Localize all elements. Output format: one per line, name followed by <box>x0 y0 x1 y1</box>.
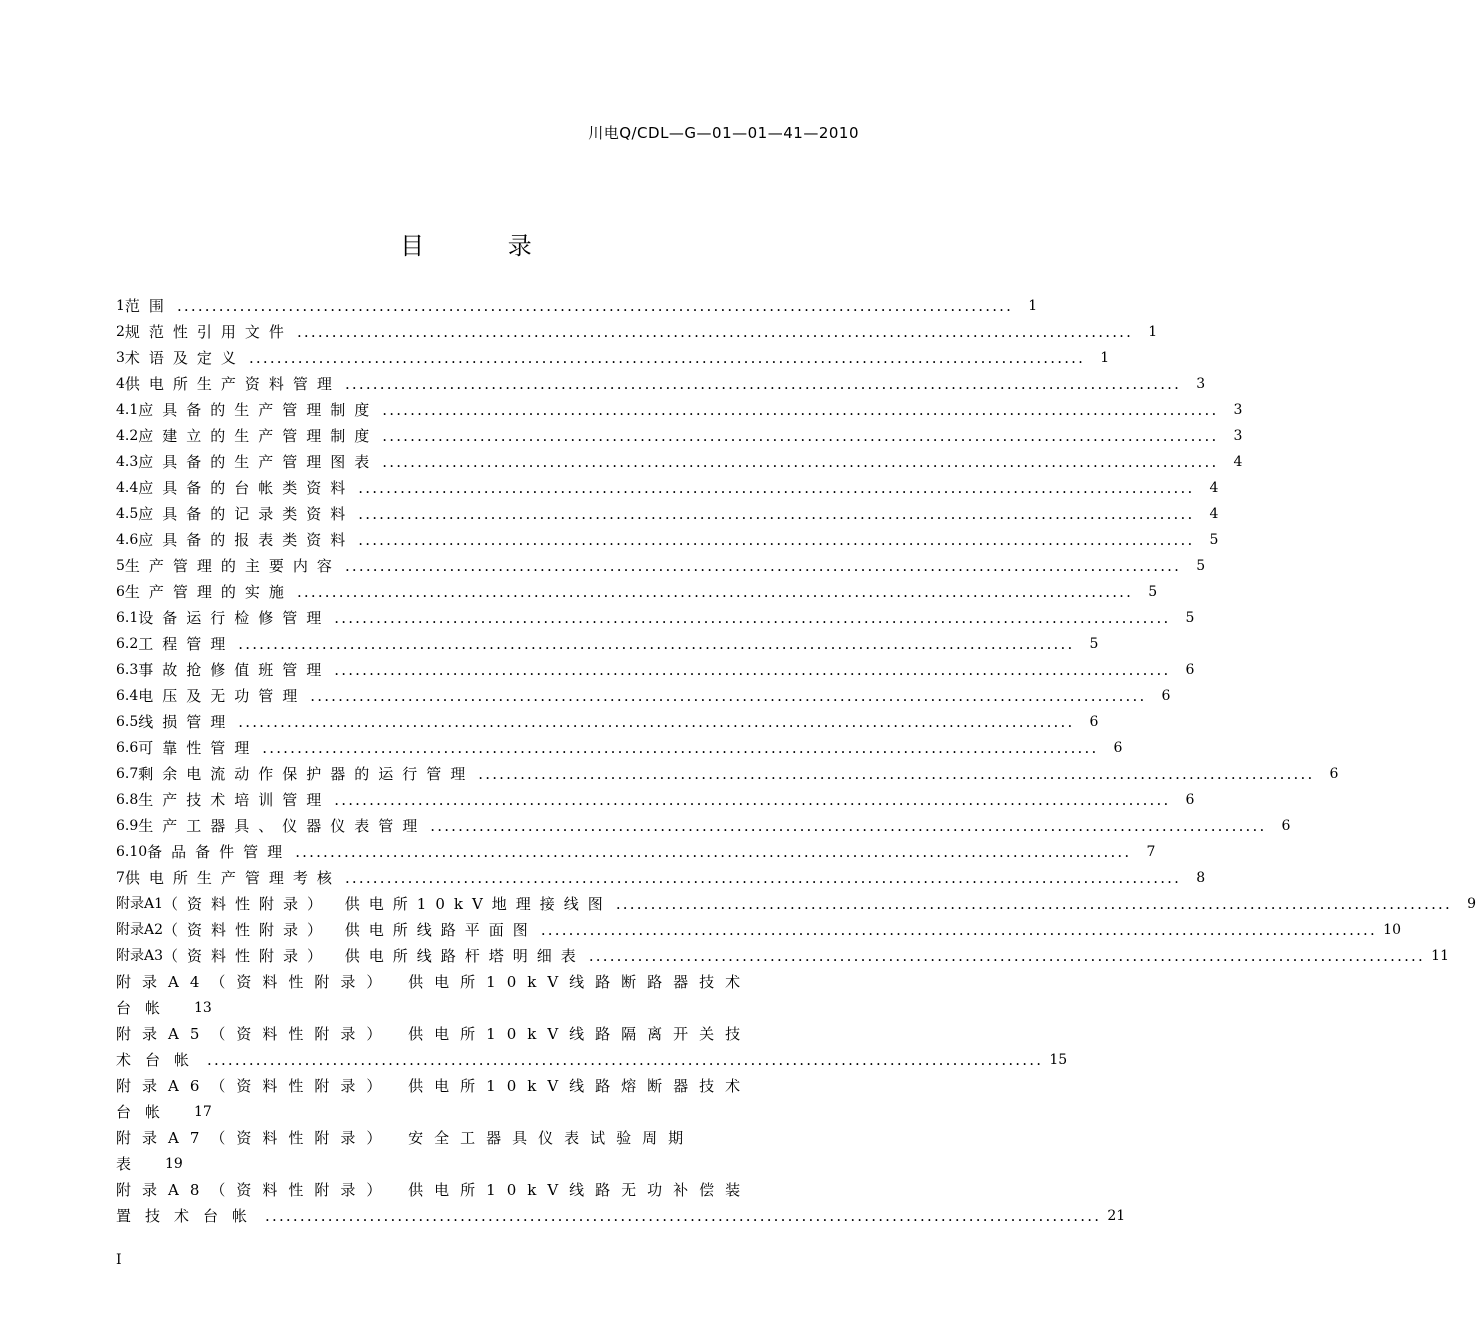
toc-entry-continuation[interactable] <box>116 1203 1126 1229</box>
toc-entry-label-line2: 术台帐 <box>116 1051 204 1069</box>
toc-entry[interactable] <box>116 943 1449 969</box>
toc-leader-dots: ........................................................................................................................ <box>588 947 1425 965</box>
toc-entry-number: 附录A1 <box>116 896 164 912</box>
table-of-contents <box>116 293 1476 1229</box>
toc-entry[interactable] <box>116 787 1195 813</box>
toc-entry[interactable] <box>116 475 1219 501</box>
toc-entry[interactable] <box>116 813 1291 839</box>
toc-entry-continuation[interactable] <box>116 995 854 1021</box>
toc-entry-page: 3 <box>1196 376 1206 392</box>
toc-leader-dots: ........................................................................................................................ <box>615 895 1452 913</box>
toc-entry-page: 6 <box>1161 688 1171 704</box>
toc-entry-label: 应具备的报表类资料 <box>138 531 355 549</box>
toc-entry[interactable] <box>116 839 1156 865</box>
toc-entry[interactable] <box>116 319 1158 345</box>
toc-entry-appendix[interactable] <box>116 1073 854 1099</box>
toc-entry-number: 6.5 <box>116 714 139 730</box>
toc-entry-number: 3 <box>116 350 125 366</box>
toc-entry-label: （资料性附录） 供电所线路平面图 <box>163 921 537 939</box>
toc-entry-label-line1: 附录A5（资料性附录） 供电所10kV线路隔离开关技 <box>116 1025 752 1043</box>
toc-entry-continuation[interactable] <box>116 1099 854 1125</box>
toc-leader-dots: ........................................................................................................................ <box>334 791 1171 809</box>
toc-entry-number: 7 <box>116 870 125 886</box>
toc-entry-label: 应具备的台帐类资料 <box>138 479 355 497</box>
toc-entry[interactable] <box>116 761 1339 787</box>
page-title: 目 录 <box>400 232 570 260</box>
toc-entry-page: 21 <box>1107 1208 1126 1224</box>
toc-entry-page: 5 <box>1209 532 1219 548</box>
toc-leader-dots: ........................................................................................................................ <box>382 427 1219 445</box>
toc-entry-label-line2: 置技术台帐 <box>116 1207 262 1225</box>
toc-leader-dots: ........................................................................................................................ <box>296 323 1134 341</box>
document-code: 川电Q/CDL—G—01—01—41—2010 <box>588 124 859 142</box>
toc-entry-page: 3 <box>1233 428 1243 444</box>
toc-entry-label: 备品备件管理 <box>147 843 292 861</box>
toc-entry[interactable] <box>116 631 1099 657</box>
toc-entry[interactable] <box>116 605 1195 631</box>
toc-entry[interactable] <box>116 865 1206 891</box>
toc-entry-label: 工程管理 <box>138 635 235 653</box>
toc-entry-label: 生产工器具、仪器仪表管理 <box>138 817 427 835</box>
toc-entry[interactable] <box>116 397 1243 423</box>
toc-entry-page: 13 <box>194 1000 212 1016</box>
toc-leader-dots: ........................................................................................................................ <box>334 609 1171 627</box>
toc-leader-dots: ........................................................................................................................ <box>207 1051 1044 1069</box>
toc-entry-page: 8 <box>1196 870 1206 886</box>
toc-entry-number: 6.8 <box>116 792 139 808</box>
toc-entry-page: 6 <box>1185 792 1195 808</box>
toc-entry[interactable] <box>116 423 1243 449</box>
toc-entry-label: （资料性附录） 供电所10kV地理接线图 <box>163 895 612 913</box>
toc-entry-label-line1: 附录A6（资料性附录） 供电所10kV线路熔断器技术 <box>116 1077 752 1095</box>
toc-entry-page: 10 <box>1383 922 1401 938</box>
toc-entry-continuation[interactable] <box>116 1047 1068 1073</box>
toc-entry[interactable] <box>116 449 1243 475</box>
toc-entry-page: 17 <box>194 1104 212 1120</box>
toc-leader-dots: ........................................................................................................................ <box>540 921 1377 939</box>
toc-leader-dots: ........................................................................................................................ <box>176 297 1014 315</box>
toc-entry-number: 6.6 <box>116 740 139 756</box>
toc-leader-dots: ........................................................................................................................ <box>310 687 1147 705</box>
toc-entry-number: 6.10 <box>116 844 148 860</box>
toc-entry-label: 术语及定义 <box>124 349 245 367</box>
toc-entry[interactable] <box>116 501 1219 527</box>
toc-entry-page: 1 <box>1100 350 1110 366</box>
toc-entry-label: 应具备的记录类资料 <box>138 505 355 523</box>
toc-entry-page: 3 <box>1233 402 1243 418</box>
toc-entry-number: 2 <box>116 324 125 340</box>
toc-leader-dots: ........................................................................................................................ <box>382 453 1219 471</box>
toc-entry-label-line2: 台帐 <box>116 999 175 1017</box>
toc-leader-dots: ........................................................................................................................ <box>382 401 1219 419</box>
toc-entry-number: 5 <box>116 558 125 574</box>
toc-entry[interactable] <box>116 371 1206 397</box>
toc-entry[interactable] <box>116 683 1171 709</box>
toc-entry[interactable] <box>116 579 1158 605</box>
toc-entry-label: （资料性附录） 供电所线路杆塔明细表 <box>163 947 585 965</box>
toc-entry-label: 规范性引用文件 <box>124 323 293 341</box>
toc-entry-page: 6 <box>1185 662 1195 678</box>
toc-entry-page: 4 <box>1233 454 1243 470</box>
toc-entry-label-line1: 附录A4（资料性附录） 供电所10kV线路断路器技术 <box>116 973 752 991</box>
toc-leader-dots: ........................................................................................................................ <box>295 843 1132 861</box>
toc-entry-page: 19 <box>165 1156 183 1172</box>
toc-entry-number: 4.6 <box>116 532 139 548</box>
toc-entry-page: 5 <box>1089 636 1099 652</box>
page-number: I <box>116 1252 122 1268</box>
toc-entry-number: 4.2 <box>116 428 139 444</box>
toc-entry[interactable] <box>116 657 1195 683</box>
toc-entry-page: 6 <box>1113 740 1123 756</box>
toc-entry-number: 4.4 <box>116 480 139 496</box>
toc-entry-number: 6.2 <box>116 636 139 652</box>
toc-leader-dots: ........................................................................................................................ <box>238 635 1075 653</box>
toc-entry-page: 5 <box>1196 558 1206 574</box>
toc-entry-label: 生产管理的主要内容 <box>124 557 341 575</box>
toc-entry-page: 15 <box>1049 1052 1068 1068</box>
toc-entry-number: 6.7 <box>116 766 139 782</box>
toc-entry-page: 7 <box>1146 844 1156 860</box>
toc-entry[interactable] <box>116 917 1401 943</box>
toc-entry-page: 5 <box>1185 610 1195 626</box>
toc-entry-appendix[interactable] <box>116 1177 854 1203</box>
toc-leader-dots: ........................................................................................................................ <box>238 713 1075 731</box>
toc-entry-label: 范围 <box>124 297 173 315</box>
toc-entry-page: 5 <box>1148 584 1158 600</box>
toc-entry[interactable] <box>116 527 1219 553</box>
toc-entry-number: 1 <box>116 298 125 314</box>
toc-entry-label: 应具备的生产管理图表 <box>138 453 379 471</box>
toc-entry-label: 线损管理 <box>138 713 235 731</box>
toc-entry-page: 6 <box>1281 818 1291 834</box>
toc-entry[interactable] <box>116 735 1123 761</box>
toc-leader-dots: ........................................................................................................................ <box>265 1207 1102 1225</box>
toc-entry-label: 供电所生产资料管理 <box>124 375 341 393</box>
toc-leader-dots: ........................................................................................................................ <box>296 583 1134 601</box>
toc-entry-label-line1: 附录A8（资料性附录） 供电所10kV线路无功补偿装 <box>116 1181 752 1199</box>
toc-entry-label: 生产技术培训管理 <box>138 791 331 809</box>
toc-entry-page: 4 <box>1209 480 1219 496</box>
toc-entry-appendix[interactable] <box>116 1125 854 1151</box>
toc-leader-dots: ........................................................................................................................ <box>358 531 1195 549</box>
toc-entry-number: 附录A2 <box>116 922 164 938</box>
toc-entry[interactable] <box>116 709 1099 735</box>
toc-leader-dots: ........................................................................................................................ <box>248 349 1086 367</box>
toc-entry-page: 9 <box>1467 896 1476 912</box>
toc-entry-number: 4.1 <box>116 402 139 418</box>
toc-entry-label: 供电所生产管理考核 <box>124 869 341 887</box>
toc-entry-label-line2: 台帐 <box>116 1103 175 1121</box>
toc-leader-dots: ........................................................................................................................ <box>430 817 1267 835</box>
toc-entry-page: 6 <box>1089 714 1099 730</box>
toc-leader-dots: ........................................................................................................................ <box>478 765 1315 783</box>
toc-entry[interactable] <box>116 345 1110 371</box>
toc-leader-dots: ........................................................................................................................ <box>358 505 1195 523</box>
toc-entry-page: 1 <box>1148 324 1158 340</box>
toc-entry-page: 6 <box>1329 766 1339 782</box>
toc-leader-dots: ........................................................................................................................ <box>262 739 1099 757</box>
toc-leader-dots: ........................................................................................................................ <box>334 661 1171 679</box>
toc-entry-label: 应具备的生产管理制度 <box>138 401 379 419</box>
toc-entry[interactable] <box>116 891 1476 917</box>
toc-entry[interactable] <box>116 553 1206 579</box>
toc-entry-number: 6.9 <box>116 818 139 834</box>
toc-entry[interactable] <box>116 293 1038 319</box>
toc-entry-page: 4 <box>1209 506 1219 522</box>
toc-entry-number: 4.3 <box>116 454 139 470</box>
toc-entry-appendix[interactable] <box>116 969 854 995</box>
toc-leader-dots: ........................................................................................................................ <box>344 375 1182 393</box>
toc-entry-number: 6.1 <box>116 610 139 626</box>
toc-entry-label: 应建立的生产管理制度 <box>138 427 379 445</box>
toc-entry-label: 设备运行检修管理 <box>138 609 331 627</box>
toc-entry-page: 11 <box>1431 948 1449 964</box>
toc-entry-number: 6.4 <box>116 688 139 704</box>
toc-entry-continuation[interactable] <box>116 1151 854 1177</box>
toc-entry-number: 6 <box>116 584 125 600</box>
toc-entry-page: 1 <box>1028 298 1038 314</box>
toc-entry-label: 剩余电流动作保护器的运行管理 <box>138 765 475 783</box>
toc-entry-number: 附录A3 <box>116 948 164 964</box>
toc-entry-number: 6.3 <box>116 662 139 678</box>
toc-entry-label-line1: 附录A7（资料性附录） 安全工器具仪表试验周期 <box>116 1129 695 1147</box>
toc-entry-number: 4 <box>116 376 125 392</box>
toc-entry-number: 4.5 <box>116 506 139 522</box>
toc-entry-label-line2: 表 <box>116 1155 146 1173</box>
toc-entry-label: 电压及无功管理 <box>138 687 307 705</box>
toc-leader-dots: ........................................................................................................................ <box>358 479 1195 497</box>
toc-entry-label: 生产管理的实施 <box>124 583 293 601</box>
toc-leader-dots: ........................................................................................................................ <box>344 557 1182 575</box>
toc-entry-appendix[interactable] <box>116 1021 854 1047</box>
toc-entry-label: 事故抢修值班管理 <box>138 661 331 679</box>
toc-entry-label: 可靠性管理 <box>138 739 259 757</box>
toc-leader-dots: ........................................................................................................................ <box>344 869 1182 887</box>
